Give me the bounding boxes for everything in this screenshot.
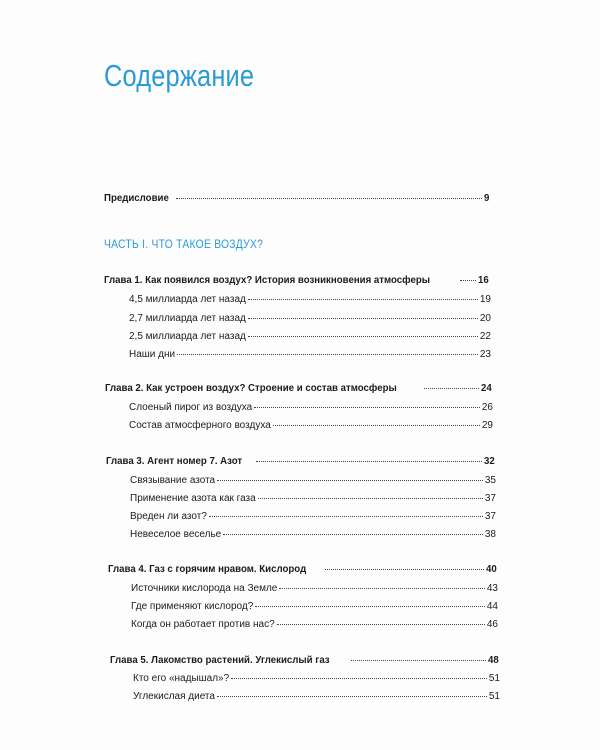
toc-entry-label: Глава 4. Газ с горячим нравом. Кислород <box>108 563 307 575</box>
leader-dots <box>209 516 483 517</box>
toc-entry-label: Углекислая диета <box>133 691 215 702</box>
toc-entry-label: Глава 2. Как устроен воздух? Строение и состав атмосферы <box>105 382 397 394</box>
toc-entry-preface[interactable] <box>104 192 490 204</box>
leader-dots <box>248 299 478 300</box>
toc-entry-label: Предисловие <box>104 192 169 204</box>
leader-dots <box>424 388 479 389</box>
toc-chapter-1[interactable] <box>104 274 490 286</box>
toc-page-number: 32 <box>484 455 496 467</box>
toc-page-number: 9 <box>484 192 490 204</box>
toc-page-number: 40 <box>486 563 498 575</box>
toc-page-number: 20 <box>479 313 491 324</box>
toc-page-number: 44 <box>486 601 498 612</box>
toc-chapter-4[interactable] <box>108 563 498 575</box>
leader-dots <box>176 198 482 199</box>
leader-dots <box>460 280 476 281</box>
leader-dots <box>279 588 485 589</box>
toc-chapter-3[interactable] <box>106 455 496 467</box>
toc-page-number: 46 <box>486 619 498 630</box>
toc-page-number: 26 <box>481 402 493 413</box>
toc-page-number: 38 <box>484 529 496 540</box>
leader-dots <box>258 498 483 499</box>
toc-section[interactable] <box>130 493 496 504</box>
toc-page-number: 37 <box>484 493 496 504</box>
toc-page-number: 51 <box>488 673 500 684</box>
toc-section[interactable] <box>129 402 493 413</box>
leader-dots <box>277 624 485 625</box>
toc-page-number: 29 <box>481 420 493 431</box>
leader-dots <box>273 425 480 426</box>
toc-section[interactable] <box>133 691 500 702</box>
toc-section[interactable] <box>129 331 491 342</box>
leader-dots <box>351 660 487 661</box>
toc-entry-label: Где применяют кислород? <box>131 601 254 612</box>
toc-entry-label: Слоеный пирог из воздуха <box>129 402 253 413</box>
leader-dots <box>254 407 480 408</box>
leader-dots <box>248 318 478 319</box>
leader-dots <box>217 696 487 697</box>
toc-section[interactable] <box>129 420 493 431</box>
toc-page-number: 35 <box>484 475 496 486</box>
toc-section[interactable] <box>129 313 491 324</box>
toc-section[interactable] <box>131 583 498 594</box>
toc-page-number: 22 <box>479 331 491 342</box>
toc-page-number: 16 <box>478 274 490 286</box>
toc-entry-label: Глава 1. Как появился воздух? История возникновения атмосферы <box>104 274 431 286</box>
toc-chapter-5[interactable] <box>110 654 500 666</box>
toc-entry-label: 2,5 миллиарда лет назад <box>129 331 246 342</box>
toc-page-number: 43 <box>486 583 498 594</box>
toc-section[interactable] <box>131 601 498 612</box>
leader-dots <box>231 678 487 679</box>
page-title: Содержание <box>104 58 255 93</box>
toc-entry-label: 4,5 миллиарда лет назад <box>129 294 246 305</box>
toc-page-number: 51 <box>488 691 500 702</box>
toc-section[interactable] <box>131 619 498 630</box>
toc-section[interactable] <box>130 529 496 540</box>
leader-dots <box>217 480 483 481</box>
toc-entry-label: 2,7 миллиарда лет назад <box>129 313 246 324</box>
toc-page-number: 48 <box>488 654 500 666</box>
toc-entry-label: Глава 3. Агент номер 7. Азот <box>106 455 243 467</box>
leader-dots <box>223 534 483 535</box>
leader-dots <box>177 354 478 355</box>
toc-entry-label: Невеселое веселье <box>130 529 222 540</box>
toc-page-number: 24 <box>481 382 493 394</box>
toc-entry-label: Вреден ли азот? <box>130 511 207 522</box>
leader-dots <box>325 569 484 570</box>
toc-section[interactable] <box>129 294 491 305</box>
toc-entry-label: Кто его «надышал»? <box>133 673 230 684</box>
toc-entry-label: Состав атмосферного воздуха <box>129 420 271 431</box>
toc-section[interactable] <box>133 673 500 684</box>
toc-section[interactable] <box>129 349 491 360</box>
toc-entry-label: Связывание азота <box>130 475 216 486</box>
toc-page-number: 37 <box>484 511 496 522</box>
part-heading: ЧАСТЬ I. ЧТО ТАКОЕ ВОЗДУХ? <box>104 237 264 251</box>
toc-section[interactable] <box>130 475 496 486</box>
toc-section[interactable] <box>130 511 496 522</box>
toc-entry-label: Применение азота как газа <box>130 493 256 504</box>
toc-entry-label: Когда он работает против нас? <box>131 619 275 630</box>
toc-entry-label: Глава 5. Лакомство растений. Углекислый газ <box>110 654 330 666</box>
leader-dots <box>256 461 482 462</box>
toc-entry-label: Источники кислорода на Земле <box>131 583 278 594</box>
toc-entry-label: Наши дни <box>129 349 176 360</box>
leader-dots <box>248 336 478 337</box>
leader-dots <box>255 606 485 607</box>
toc-page-number: 23 <box>479 349 491 360</box>
toc-chapter-2[interactable] <box>105 382 493 394</box>
toc-page-number: 19 <box>479 294 491 305</box>
